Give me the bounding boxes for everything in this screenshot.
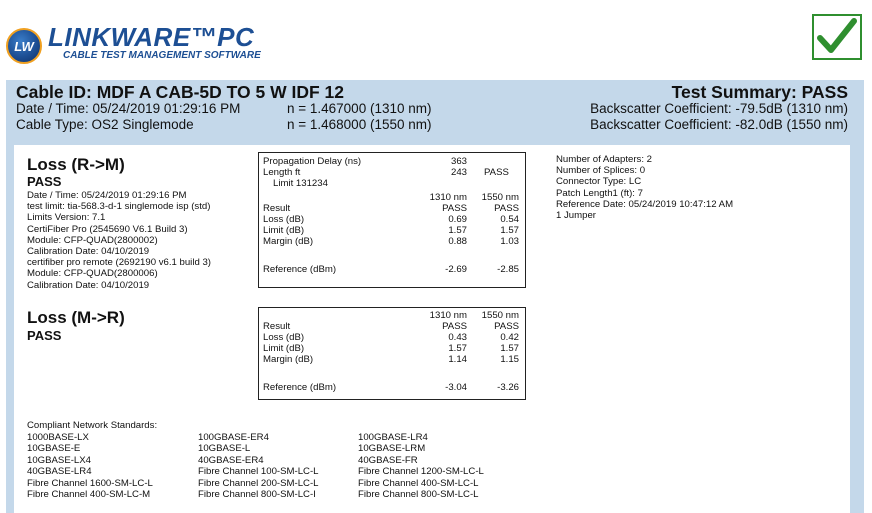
standard-item: 100GBASE-LR4	[358, 432, 428, 443]
row-value: 0.69	[448, 214, 467, 225]
standard-item: 1000BASE-LX	[27, 432, 89, 443]
length-result: PASS	[484, 167, 509, 178]
info-line: 1 Jumper	[556, 210, 596, 222]
standard-item: Fibre Channel 1600-SM-LC-L	[27, 477, 153, 489]
standard-item: 10GBASE-LX4	[27, 454, 91, 466]
linkware-logo-badge: LW	[6, 28, 42, 64]
row-value: PASS	[494, 321, 519, 332]
col-1310-header: 1310 nm	[429, 310, 467, 321]
loss-mr-result: PASS	[27, 328, 62, 343]
loss-mr-table	[258, 307, 526, 400]
prop-delay-label: Propagation Delay (ns)	[263, 156, 362, 167]
detail-line: Module: CFP-QUAD(2800006)	[27, 268, 158, 280]
reference-value: -2.69	[445, 264, 467, 275]
standards-heading: Compliant Network Standards:	[27, 420, 158, 431]
summary-datetime: Date / Time: 05/24/2019 01:29:16 PM	[16, 101, 241, 116]
detail-line: certifiber pro remote (2692190 v6.1 build 3)	[27, 257, 211, 269]
standard-item: 100GBASE-ER4	[198, 432, 269, 443]
cable-id: Cable ID: MDF A CAB-5D TO 5 W IDF 12	[16, 82, 344, 102]
info-line: Number of Adapters: 2	[556, 154, 652, 165]
standard-item: Fibre Channel 800-SM-LC-L	[358, 489, 479, 501]
row-label: Loss (dB)	[263, 214, 305, 225]
info-line: Connector Type: LC	[556, 176, 642, 188]
loss-mr-title: Loss (M->R)	[27, 308, 125, 327]
reference-value: -2.85	[497, 264, 519, 275]
length-limit: Limit 131234	[273, 178, 328, 189]
cable-type: Cable Type: OS2 Singlemode	[16, 117, 194, 132]
row-value: 0.54	[500, 214, 519, 225]
col-1310-header: 1310 nm	[429, 192, 467, 203]
reference-value: -3.26	[497, 382, 519, 393]
row-label: Loss (dB)	[263, 332, 305, 343]
standard-item: Fibre Channel 800-SM-LC-I	[198, 489, 316, 501]
standards-column-2	[198, 432, 319, 500]
standard-item: Fibre Channel 100-SM-LC-L	[198, 466, 319, 478]
detail-line: Calibration Date: 04/10/2019	[27, 246, 150, 258]
row-value: 1.15	[500, 354, 519, 365]
detail-line: Calibration Date: 04/10/2019	[27, 279, 150, 291]
loss-rm-table	[258, 152, 526, 288]
link-info	[556, 154, 733, 221]
reference-value: -3.04	[445, 382, 467, 393]
col-1550-header: 1550 nm	[481, 192, 519, 203]
row-value: 0.43	[448, 332, 467, 343]
standard-item: 40GBASE-LR4	[27, 466, 92, 478]
standard-item: 10GBASE-E	[27, 443, 81, 455]
row-label: Margin (dB)	[263, 236, 314, 247]
length-value: 243	[450, 167, 467, 178]
logo-subtitle: CABLE TEST MANAGEMENT SOFTWARE	[63, 50, 261, 61]
col-1550-header: 1550 nm	[481, 310, 519, 321]
row-label: Limit (dB)	[263, 225, 305, 236]
backscatter-1550: Backscatter Coefficient: -82.0dB (1550 nm)	[590, 117, 848, 132]
standard-item: 10GBASE-LRM	[358, 443, 426, 455]
detail-line: Module: CFP-QUAD(2800002)	[27, 234, 158, 246]
row-value: 1.57	[500, 343, 519, 354]
row-value: 1.57	[448, 343, 467, 354]
backscatter-1310: Backscatter Coefficient: -79.5dB (1310 nm)	[590, 101, 848, 116]
prop-delay-value: 363	[450, 156, 467, 167]
index-1310: n = 1.467000 (1310 nm)	[287, 101, 432, 116]
info-line: Number of Splices: 0	[556, 165, 646, 177]
loss-rm-details	[27, 190, 211, 291]
standards-column-1	[27, 432, 153, 500]
loss-rm-title: Loss (R->M)	[27, 155, 125, 174]
row-label: Limit (dB)	[263, 343, 305, 354]
row-value: PASS	[442, 321, 467, 332]
detail-line: CertiFiber Pro (2545690 V6.1 Build 3)	[27, 223, 188, 235]
loss-rm-result: PASS	[27, 174, 62, 189]
standard-item: 10GBASE-L	[198, 443, 251, 455]
standard-item: Fibre Channel 200-SM-LC-L	[198, 477, 319, 489]
standards-column-3	[358, 432, 484, 500]
index-1550: n = 1.468000 (1550 nm)	[287, 117, 432, 132]
test-summary: Test Summary: PASS	[671, 82, 848, 102]
length-label: Length ft	[263, 167, 301, 178]
row-value: PASS	[494, 203, 519, 214]
logo-title: LINKWARE™PC	[48, 22, 255, 52]
detail-line: Limits Version: 7.1	[27, 212, 106, 224]
detail-line: Date / Time: 05/24/2019 01:29:16 PM	[27, 190, 187, 201]
row-label: Result	[263, 203, 291, 214]
row-value: 1.57	[448, 225, 467, 236]
standard-item: Fibre Channel 400-SM-LC-M	[27, 489, 151, 501]
pass-checkmark-icon	[812, 14, 862, 60]
standard-item: 40GBASE-ER4	[198, 454, 264, 466]
row-value: 0.88	[448, 236, 467, 247]
row-value: 1.03	[500, 236, 519, 247]
row-value: 1.57	[500, 225, 519, 236]
reference-label: Reference (dBm)	[263, 382, 337, 393]
standard-item: 40GBASE-FR	[358, 454, 418, 466]
row-label: Margin (dB)	[263, 354, 314, 365]
detail-line: test limit: tia-568.3-d-1 singlemode isp (std)	[27, 201, 211, 213]
row-value: 1.14	[448, 354, 467, 365]
standard-item: Fibre Channel 400-SM-LC-L	[358, 477, 479, 489]
row-value: 0.42	[500, 332, 519, 343]
info-line: Patch Length1 (ft): 7	[556, 187, 643, 199]
row-label: Result	[263, 321, 291, 332]
row-value: PASS	[442, 203, 467, 214]
standard-item: Fibre Channel 1200-SM-LC-L	[358, 466, 484, 478]
reference-label: Reference (dBm)	[263, 264, 337, 275]
info-line: Reference Date: 05/24/2019 10:47:12 AM	[556, 198, 734, 210]
